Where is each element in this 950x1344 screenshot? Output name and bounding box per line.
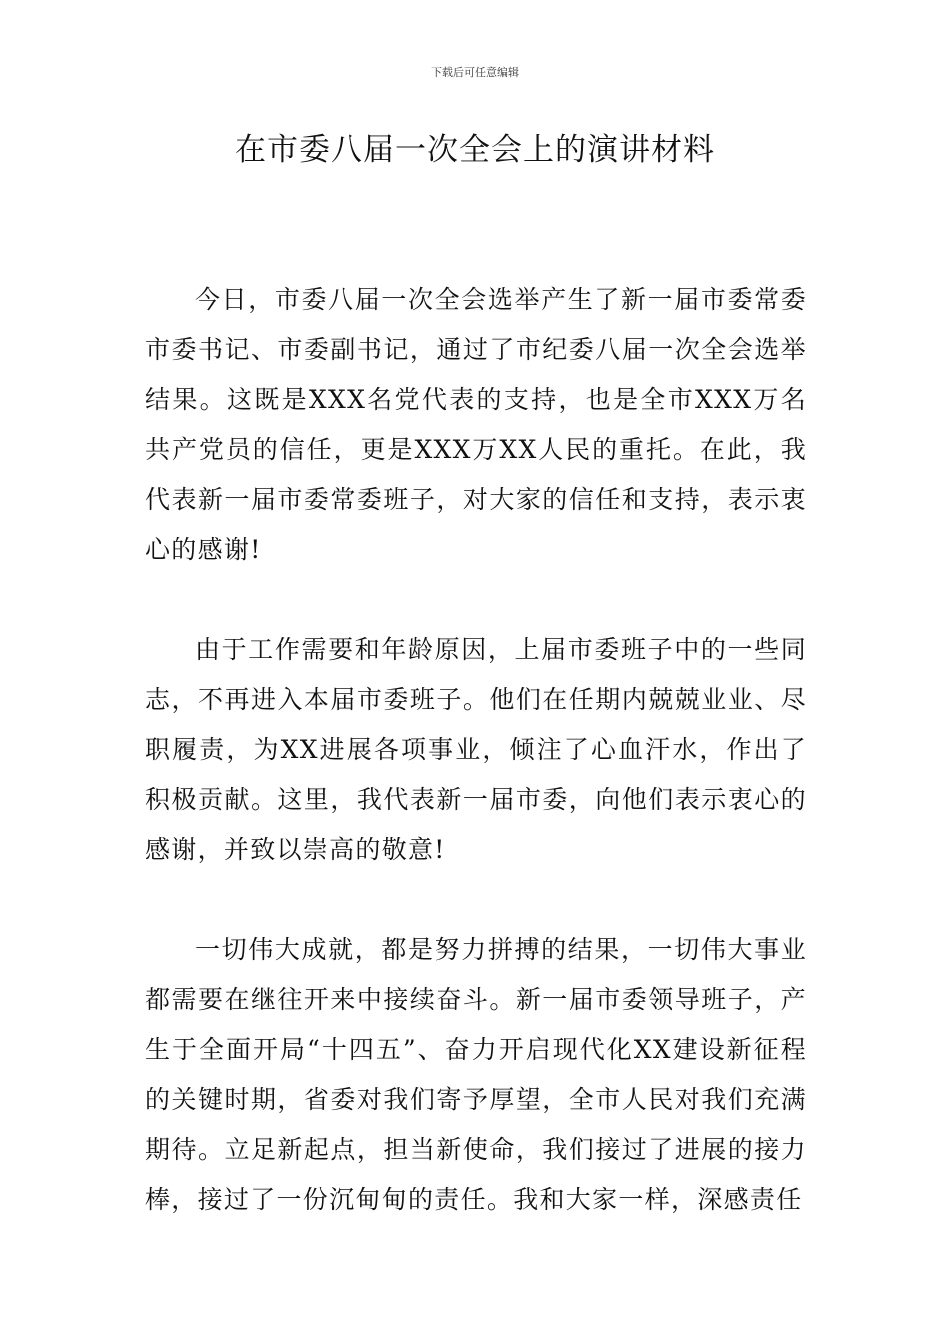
paragraph-3: 一切伟大成就，都是努力拼搏的结果，一切伟大事业都需要在继往开来中接续奋斗。新一届市委领导班子，产生于全面开局“十四五”、奋力开启现代化XX建设新征程的关键时期，省委对我们寄予厚望，全市人民对我们充满期待。立足新起点，担当新使命，我们接过了进展的接力棒，接过了一份沉甸甸的责任。我和大家一样，深感责任	[145, 935, 807, 1214]
header-note: 下载后可任意编辑	[431, 66, 519, 79]
document-body	[145, 275, 807, 1225]
paragraph-1: 今日，市委八届一次全会选举产生了新一届市委常委市委书记、市委副书记，通过了市纪委八届一次全会选举结果。这既是XXX名党代表的支持，也是全市XXX万名共产党员的信任，更是XXX万XX人民的重托。在此，我代表新一届市委常委班子，对大家的信任和支持，表示衷心的感谢!	[145, 285, 807, 564]
paragraph-2: 由于工作需要和年龄原因，上届市委班子中的一些同志，不再进入本届市委班子。他们在任期内兢兢业业、尽职履责，为XX进展各项事业，倾注了心血汗水，作出了积极贡献。这里，我代表新一届市委，向他们表示衷心的感谢，并致以崇高的敬意!	[145, 635, 807, 864]
document-title: 在市委八届一次全会上的演讲材料	[235, 132, 715, 168]
